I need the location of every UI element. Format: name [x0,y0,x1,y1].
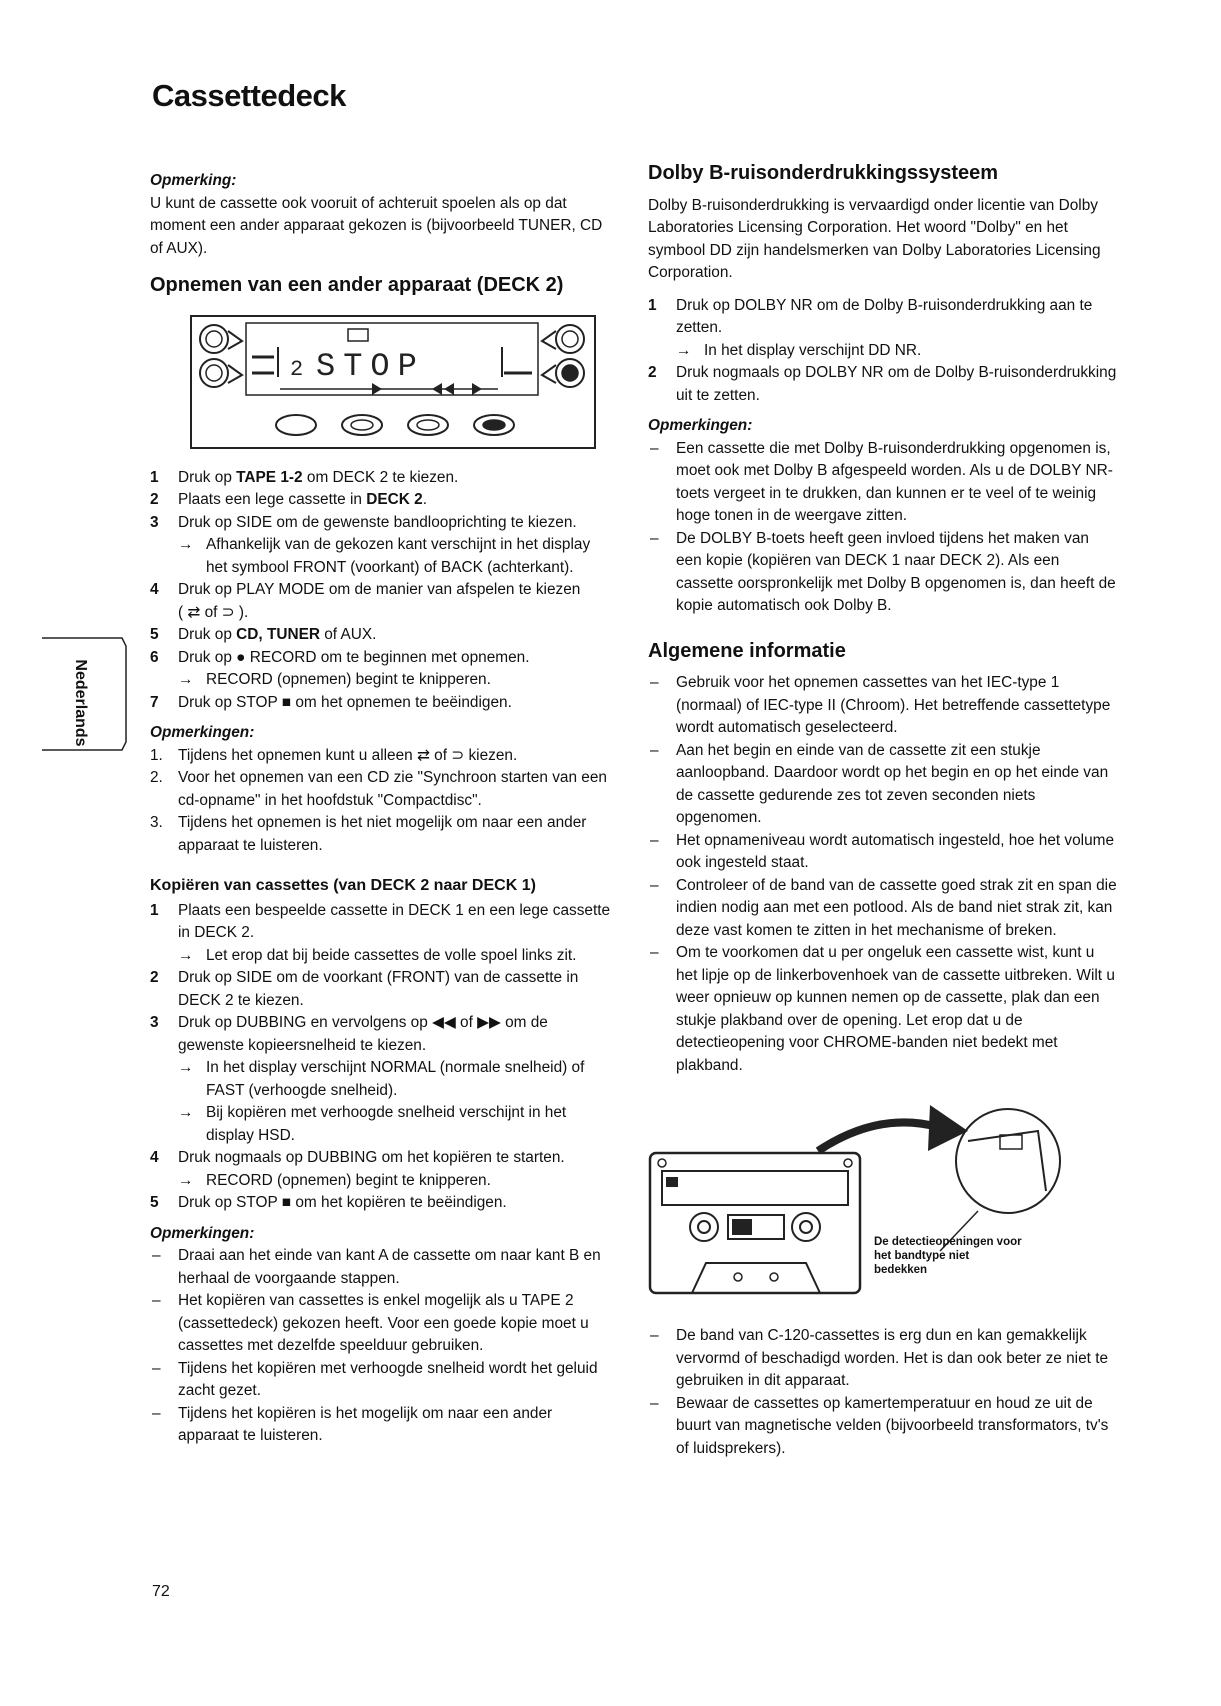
list-item: 5 Druk op STOP ■ om het kopiëren te beëindigen. [150,1194,507,1211]
cassette-illustration [648,1091,1148,1311]
list-item: 2 Druk op SIDE om de voorkant (FRONT) van de cassette in DECK 2 te kiezen. [150,969,579,1009]
list-item: 3 Druk op DUBBING en vervolgens op ◀◀ of ▶▶ om de gewenste kopieersnelheid te kiezen. [150,1014,548,1054]
section-heading-dolby: Dolby B-ruisonderdrukkingssysteem [648,162,999,184]
list-item: – Controleer of de band van de cassette goed strak zit en span die indien nodig aan met een potlood. Als de band niet strak zit, kan deze vast komen te zitten in het mechanisme of breken. [650,876,1117,939]
list-item: – Tijdens het kopiëren is het mogelijk om naar een ander apparaat te luisteren. [152,1404,553,1444]
list-item: 2 Plaats een lege cassette in DECK 2. [150,491,427,508]
list-item: 1 Plaats een bespeelde cassette in DECK 1 en een lege cassette in DECK 2. [150,901,611,941]
list-item: – Bewaar de cassettes op kamertemperatuur en houd ze uit de buurt van magnetische velden (bijvoorbeeld transformators, tv's of luidsprekers). [650,1394,1109,1457]
list-item: 1 Druk op TAPE 1-2 om DECK 2 te kiezen. [150,468,459,486]
note-text: U kunt de cassette ook vooruit of achteruit spoelen als op dat moment een ander apparaat gekozen is (bijvoorbeeld TUNER, CD of AUX). [150,194,603,257]
page-number: 72 [152,1583,170,1600]
list-subitem: → Let erop dat bij beide cassettes de volle spoel links zit. [178,946,577,964]
right-column [648,162,1118,1460]
language-tab [42,636,128,752]
general-bullets [648,672,1118,1077]
list-item: – Een cassette die met Dolby B-ruisonderdrukking opgenomen is, moet ook met Dolby B afgespeeld worden. Als u de DOLBY NR-toets vergeet in te drukken, dan kunnen er te veel of te weinig hoge tonen in de weergave zitten. [650,439,1113,524]
copy-steps [150,900,615,1215]
list-subitem: → In het display verschijnt NORMAL (normale snelheid) of FAST (verhoogde snelheid). [178,1059,585,1099]
display-text: STOP [316,347,425,385]
page-title: Cassettedeck [152,78,346,113]
list-item: – Tijdens het kopiëren met verhoogde snelheid wordt het geluid zacht gezet. [152,1359,598,1399]
figure-caption: De detectieopeningen voor het bandtype niet bedekken [874,1236,1022,1276]
notes-label: Opmerkingen: [150,724,255,741]
dolby-notes [648,438,1118,618]
left-column [150,162,615,1448]
deck-display-svg [192,317,594,447]
list-item: 3. Tijdens het opnemen is het niet mogelijk om naar een ander apparaat te luisteren. [150,814,587,854]
tab-label: Nederlands [72,659,89,747]
list-item: – De band van C-120-cassettes is erg dun en kan gemakkelijk vervormd of beschadigd worden. Het is dan ook beter ze niet te gebruiken in dit apparaat. [650,1327,1109,1389]
list-item: – Aan het begin en einde van de cassette zit een stukje aanloopband. Daardoor wordt op het begin en op het einde van de cassette gedurende zes tot zeven seconden niets opgenomen. [650,741,1109,826]
section-heading-recording: Opnemen van een ander apparaat (DECK 2) [150,274,564,296]
list-item: – Het opnameniveau wordt automatisch ingesteld, hoe het volume ook ingesteld staat. [650,831,1115,871]
note-label: Opmerking: [150,172,237,189]
list-item: 6 Druk op ● RECORD om te beginnen met opnemen. [150,648,530,666]
dolby-intro: Dolby B-ruisonderdrukking is vervaardigd onder licentie van Dolby Laboratories Licensing Corporation. Het woord "Dolby" en het symbool DD zijn handelsmerken van Dolby Laboratories Licensing Corporation. [648,196,1101,281]
list-item: 4 Druk nogmaals op DUBBING om het kopiëren te starten. [150,1149,565,1166]
notes-label: Opmerkingen: [150,1224,255,1242]
recording-steps [150,467,615,715]
list-item: 3 Druk op SIDE om de gewenste bandlooprichting te kiezen. [150,513,577,531]
list-item: 2 Druk nogmaals op DOLBY NR om de Dolby B-ruisonderdrukking uit te zetten. [648,364,1117,404]
list-subitem: → Bij kopiëren met verhoogde snelheid verschijnt in het display HSD. [178,1104,567,1144]
list-subitem: → In het display verschijnt DD NR. [676,341,922,359]
final-bullets [648,1325,1118,1460]
list-item: 1. Tijdens het opnemen kunt u alleen ⇄ of ⊃ kiezen. [150,746,518,764]
section-heading-copying: Kopiëren van cassettes (van DECK 2 naar DECK 1) [150,877,536,894]
list-item: 2. Voor het opnemen van een CD zie "Synchroon starten van een cd-opname" in het hoofdstuk "Compactdisc". [150,769,607,809]
section-heading-general: Algemene informatie [648,639,846,662]
list-item: – De DOLBY B-toets heeft geen invloed tijdens het maken van een kopie (kopiëren van DECK 1 naar DECK 2). Als een cassette oorspronkelijk met Dolby B opgenomen is, dan heeft de kopie automatisch ook Dolby B. [650,529,1116,614]
list-item: 5 Druk op CD, TUNER of AUX. [150,626,377,643]
list-subitem: → RECORD (opnemen) begint te knipperen. [178,1171,491,1189]
notes-label: Opmerkingen: [648,417,753,434]
list-item: 7 Druk op STOP ■ om het opnemen te beëindigen. [150,693,512,711]
list-item: – Het kopiëren van cassettes is enkel mogelijk als u TAPE 2 (cassettedeck) gekozen heeft. Voor een goede kopie moet u cassettes met dezelfde speelduur gebruiken. [152,1292,589,1354]
list-subitem: → Afhankelijk van de gekozen kant verschijnt in het display het symbool FRONT (voorkant) of BACK (achterkant). [178,536,591,576]
list-item: 4 Druk op PLAY MODE om de manier van afspelen te kiezen ( ⇄ of ⊃ ). [150,581,581,621]
list-subitem: → RECORD (opnemen) begint te knipperen. [178,671,491,688]
list-item: 1 Druk op DOLBY NR om de Dolby B-ruisonderdrukking aan te zetten. [648,296,1093,336]
list-item: – Gebruik voor het opnemen cassettes van het IEC-type 1 (normaal) of IEC-type II (Chroom). Het betreffende cassettetype wordt automatisch geselecteerd. [650,674,1111,736]
list-item: – Om te voorkomen dat u per ongeluk een cassette wist, kunt u het lipje op de linkerbovenhoek van de cassette uitbreken. Wilt u weer opnieuw op kunnen nemen op de cassette, plak dan een stukje plakband over de opening. Let erop dat u de detectieopening voor CHROME-banden niet bedekt met plakband. [650,944,1115,1074]
dolby-steps [648,295,1118,408]
cassette-svg [648,1091,1148,1311]
display-illustration [190,315,596,449]
list-item: – Draai aan het einde van kant A de cassette om naar kant B en herhaal de voorgaande stappen. [152,1247,601,1287]
deck-number: 2 [290,356,304,382]
copy-notes [150,1245,615,1448]
recording-notes [150,745,615,858]
